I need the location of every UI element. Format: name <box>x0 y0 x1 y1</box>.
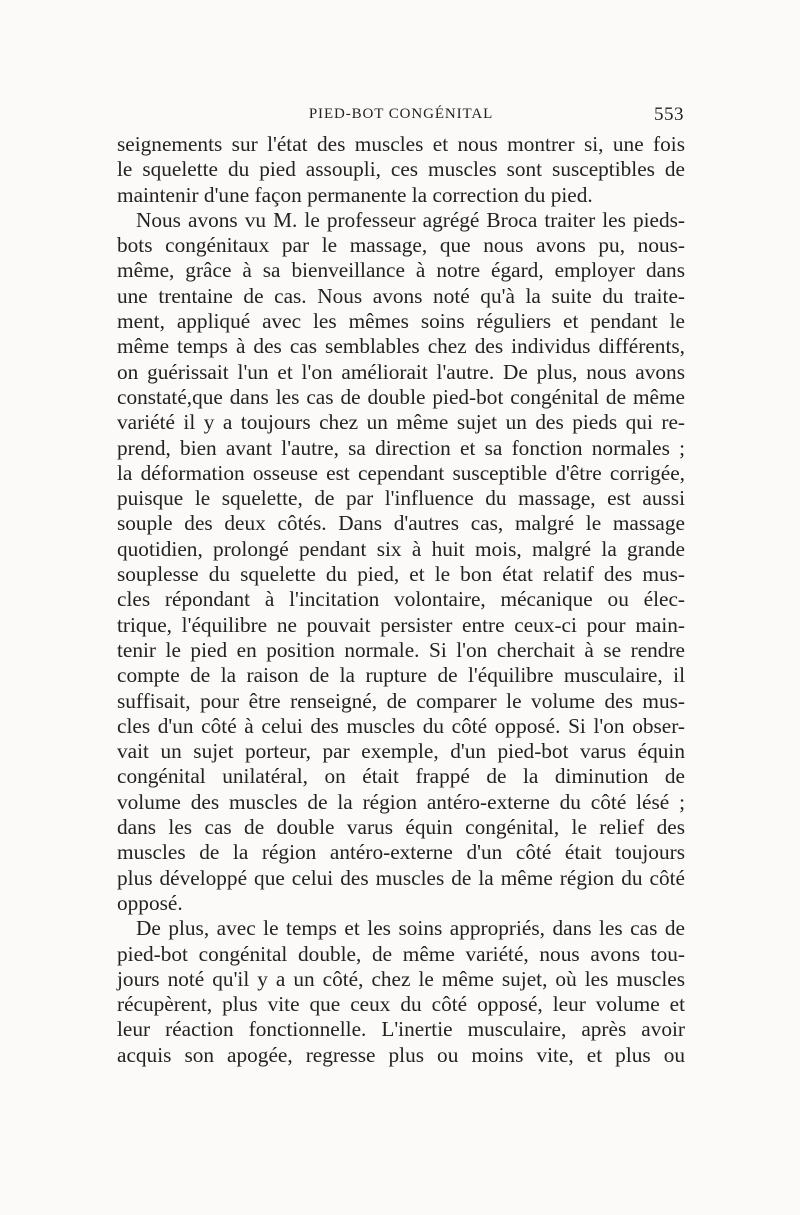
text-line: souplesse du squelette du pied, et le bon état relatif des mus- <box>117 562 685 587</box>
text-line: acquis son apogée, regresse plus ou moins vite, et plus ou <box>117 1042 685 1067</box>
text-line: Nous avons vu M. le professeur agrégé Broca traiter les pieds- <box>136 207 685 232</box>
text-line: maintenir d'une façon permanente la correction du pied. <box>117 182 593 207</box>
text-line: De plus, avec le temps et les soins appropriés, dans les cas de <box>136 916 685 941</box>
text-line: une trentaine de cas. Nous avons noté qu'à la suite du traite- <box>117 283 685 308</box>
text-line: la déformation osseuse est cependant susceptible d'être corrigée, <box>117 460 685 485</box>
page-number: 553 <box>654 104 684 125</box>
text-line: plus développé que celui des muscles de la même région du côté <box>117 865 685 890</box>
text-line: le squelette du pied assoupli, ces muscles sont susceptibles de <box>117 157 685 182</box>
text-line: même, grâce à sa bienveillance à notre égard, employer dans <box>117 258 685 283</box>
body-text <box>117 132 685 1068</box>
running-title: PIED-BOT CONGÉNITAL <box>308 106 494 122</box>
text-line: compte de la raison de la rupture de l'équilibre musculaire, il <box>117 663 685 688</box>
text-line: volume des muscles de la région antéro-externe du côté lésé ; <box>117 789 685 814</box>
text-line: souple des deux côtés. Dans d'autres cas, malgré le massage <box>117 511 685 536</box>
text-line: prend, bien avant l'autre, sa direction et sa fonction normales ; <box>117 435 685 460</box>
text-line: cles répondant à l'incitation volontaire, mécanique ou élec- <box>117 587 685 612</box>
text-line: bots congénitaux par le massage, que nous avons pu, nous- <box>117 233 685 258</box>
text-line: puisque le squelette, de par l'influence du massage, est aussi <box>117 486 685 511</box>
text-line: ment, appliqué avec les mêmes soins réguliers et pendant le <box>117 309 685 334</box>
text-line: leur réaction fonctionnelle. L'inertie musculaire, après avoir <box>117 1017 685 1042</box>
running-head <box>118 104 684 128</box>
text-line: quotidien, prolongé pendant six à huit mois, malgré la grande <box>117 536 685 561</box>
text-line: opposé. <box>117 890 183 915</box>
text-line: seignements sur l'état des muscles et nous montrer si, une fois <box>117 132 685 156</box>
text-line: jours noté qu'il y a un côté, chez le même sujet, où les muscles <box>117 966 685 991</box>
text-line: trique, l'équilibre ne pouvait persister entre ceux-ci pour main- <box>117 612 685 637</box>
text-line: constaté,que dans les cas de double pied-bot congénital de même <box>117 384 685 409</box>
text-line: tenir le pied en position normale. Si l'on cherchait à se rendre <box>117 637 685 662</box>
text-line: suffisait, pour être renseigné, de comparer le volume des mus- <box>117 688 685 713</box>
text-line: vait un sujet porteur, par exemple, d'un pied-bot varus équin <box>117 739 685 764</box>
text-line: même temps à des cas semblables chez des individus différents, <box>117 334 685 359</box>
text-line: dans les cas de double varus équin congénital, le relief des <box>117 815 685 840</box>
text-line: cles d'un côté à celui des muscles du côté opposé. Si l'on obser- <box>117 713 685 738</box>
text-line: muscles de la région antéro-externe d'un côté était toujours <box>117 840 685 865</box>
text-line: récupèrent, plus vite que ceux du côté opposé, leur volume et <box>117 992 685 1017</box>
text-line: variété il y a toujours chez un même sujet un des pieds qui re- <box>117 410 685 435</box>
text-line: pied-bot congénital double, de même variété, nous avons tou- <box>117 941 685 966</box>
text-line: on guérissait l'un et l'on améliorait l'autre. De plus, nous avons <box>117 359 685 384</box>
text-line: congénital unilatéral, on était frappé de la diminution de <box>117 764 685 789</box>
